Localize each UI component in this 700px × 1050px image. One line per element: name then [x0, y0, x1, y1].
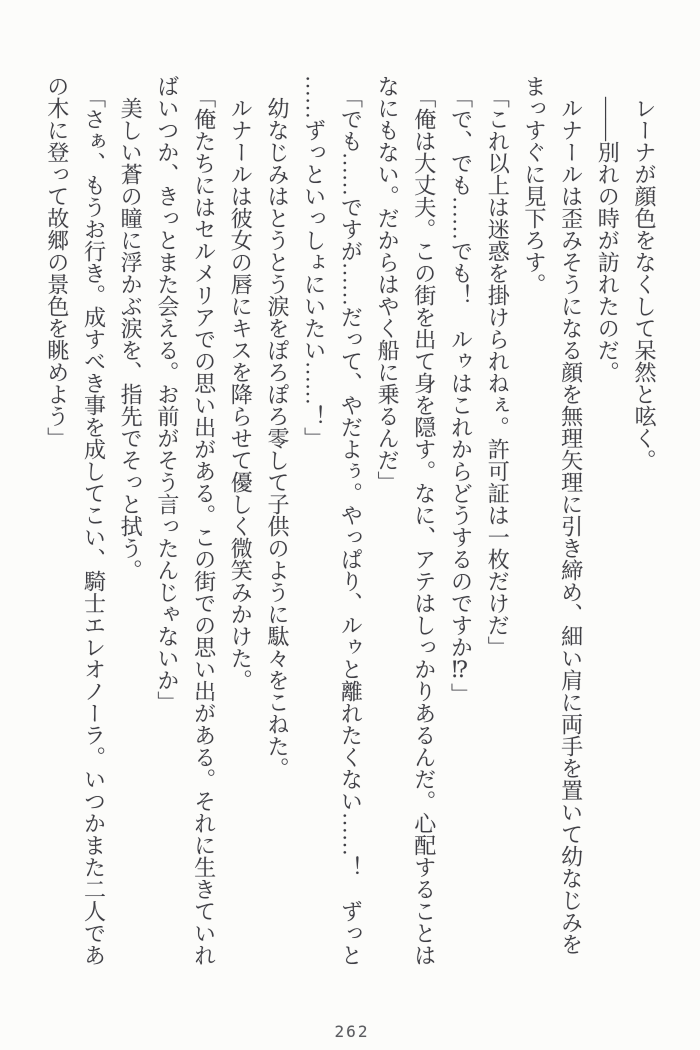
text-column: ルナールは彼女の唇にキスを降らせて優しく微笑みかけた。: [228, 97, 254, 691]
novel-text-block: [38, 75, 662, 971]
text-column: ばいつか、きっとまた会える。お前がそう言ったんじゃないか」: [154, 75, 180, 713]
text-column: 「でも……ですが……だって、やだよぅ。やっぱり、ルゥと離れたくない……！ ずっと: [338, 86, 364, 966]
text-column: レーナが顔色をなくして呆然と呟く。: [632, 97, 657, 471]
text-column: 幼なじみはとうとう涙をぽろぽろ零して子供のように駄々をこねた。: [264, 97, 290, 779]
text-column: 「俺は大丈夫。この街を出て身を隠す。なに、アテはしっかりあるんだ。心配することは: [411, 86, 437, 966]
text-column: まっすぐに見下ろす。: [521, 75, 547, 295]
page-number: 262: [334, 1022, 370, 1041]
text-column: 「で、でも……でも！ ルゥはこれからどうするのですか⁉」: [448, 86, 474, 705]
text-column: ……ずっといっしょにいたい……！」: [301, 75, 327, 449]
text-column: 「これ以上は迷惑を掛けられねぇ。許可証は一枚だけだ」: [485, 86, 511, 658]
text-column: ――別れの時が訪れたのだ。: [595, 97, 621, 383]
text-column: 美しい蒼の瞳に浮かぶ涙を、指先でそっと拭う。: [118, 97, 144, 581]
text-column: 「さぁ、もうお行き。成すべき事を成してこい、騎士エレオノーラ。いつかまた二人であ: [81, 86, 107, 966]
text-column: なにもない。だからはやく船に乗るんだ」: [375, 75, 401, 493]
text-column: 「俺たちにはセルメリアでの思い出がある。この街での思い出がある。それに生きていれ: [191, 86, 217, 966]
text-column: の木に登って故郷の景色を眺めよう」: [44, 75, 70, 449]
text-column: ルナールは歪みそうになる顔を無理矢理に引き締め、細い肩に両手を置いて幼なじみを: [558, 97, 584, 955]
